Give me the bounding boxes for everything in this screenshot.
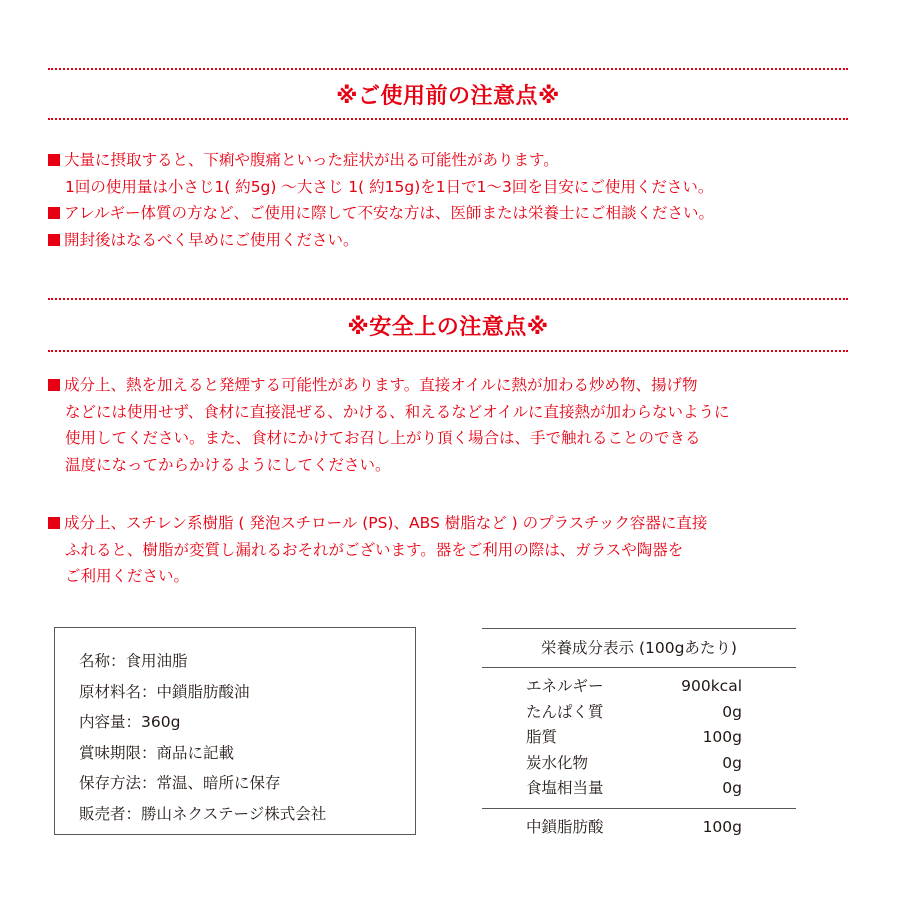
ingredients-row: 原材料名：中鎖脂肪酸油 — [79, 682, 250, 701]
nutrient-name: たんぱく質 — [526, 702, 604, 721]
notice-text: 1回の使用量は小さじ1( 約5g) 〜大さじ 1( 約15g)を1日で1〜3回を目安にご使用ください。 — [65, 177, 714, 196]
notice-item — [48, 227, 858, 254]
product-info-box — [54, 627, 416, 835]
notice-text: アレルギー体質の方など、ご使用に際して不安な方は、医師または栄養士にご相談ください。 — [64, 204, 714, 222]
red-square-bullet-icon — [48, 234, 60, 246]
nutrient-value: 0g — [722, 702, 742, 721]
net-content-row: 内容量：360g — [79, 713, 181, 731]
section2-notice-item — [48, 510, 858, 590]
nutrient-name: 中鎖脂肪酸 — [526, 817, 604, 836]
nutrition-row — [482, 725, 796, 751]
notice-text: 成分上、熱を加えると発煙する可能性があります。直接オイルに熱が加わる炒め物、揚げ物 — [64, 376, 698, 394]
notice-text: 成分上、スチレン系樹脂 ( 発泡スチロール (PS)、ABS 樹脂など ) のプラスチック容器に直接 — [64, 514, 708, 532]
nutrition-extra-row — [482, 809, 796, 841]
nutrient-name: エネルギー — [526, 677, 604, 695]
notice-text: 開封後はなるべく早めにご使用ください。 — [64, 230, 359, 249]
nutrition-row — [482, 776, 796, 802]
product-name-row: 名称：食用油脂 — [79, 652, 188, 670]
section2-top-divider — [48, 298, 848, 300]
notice-item — [48, 200, 858, 227]
red-square-bullet-icon — [48, 379, 60, 391]
nutrition-rows — [482, 668, 796, 808]
nutrient-name: 炭水化物 — [526, 753, 589, 772]
section2-notice-item — [48, 372, 858, 478]
nutrition-row — [482, 751, 796, 777]
notice-text: 大量に摂取すると、下痢や腹痛といった症状が出る可能性があります。 — [64, 151, 559, 169]
nutrient-value: 0g — [722, 779, 742, 797]
seller-row: 販売者：勝山ネクステージ株式会社 — [79, 804, 327, 823]
nutrition-row — [482, 700, 796, 726]
red-square-bullet-icon — [48, 207, 60, 219]
section2-bottom-divider — [48, 350, 848, 352]
notice-text: ご利用ください。 — [65, 567, 190, 585]
nutrient-value: 900kcal — [681, 677, 742, 695]
nutrient-name: 脂質 — [526, 728, 558, 746]
section1-heading: ※ご使用前の注意点※ — [336, 84, 560, 109]
nutrition-title: 栄養成分表示 (100gあたり) — [541, 639, 737, 657]
notice-item — [48, 147, 858, 200]
storage-row: 保存方法：常温、暗所に保存 — [79, 774, 281, 792]
nutrient-value: 100g — [702, 728, 742, 746]
nutrition-row — [482, 674, 796, 700]
notice-text: 使用してください。また、食材にかけてお召し上がり頂く場合は、手で触れることのできる — [65, 429, 701, 447]
red-square-bullet-icon — [48, 154, 60, 166]
section2-heading: ※安全上の注意点※ — [347, 315, 549, 340]
nutrition-table — [482, 628, 796, 840]
nutrient-name: 食塩相当量 — [526, 779, 604, 797]
notice-text: ふれると、樹脂が変質し漏れるおそれがございます。器をご利用の際は、ガラスや陶器を — [65, 540, 684, 559]
red-square-bullet-icon — [48, 517, 60, 529]
nutrient-value: 0g — [722, 753, 742, 772]
best-before-row: 賞味期限：商品に記載 — [79, 743, 235, 762]
notice-text: 温度になってからかけるようにしてください。 — [65, 455, 391, 474]
nutrient-value: 100g — [702, 817, 742, 836]
section1-notice-list — [48, 147, 858, 253]
notice-text: などには使用せず、食材に直接混ぜる、かける、和えるなどオイルに直接熱が加わらないように — [65, 402, 730, 421]
section1-top-divider — [48, 68, 848, 70]
section1-bottom-divider — [48, 118, 848, 120]
